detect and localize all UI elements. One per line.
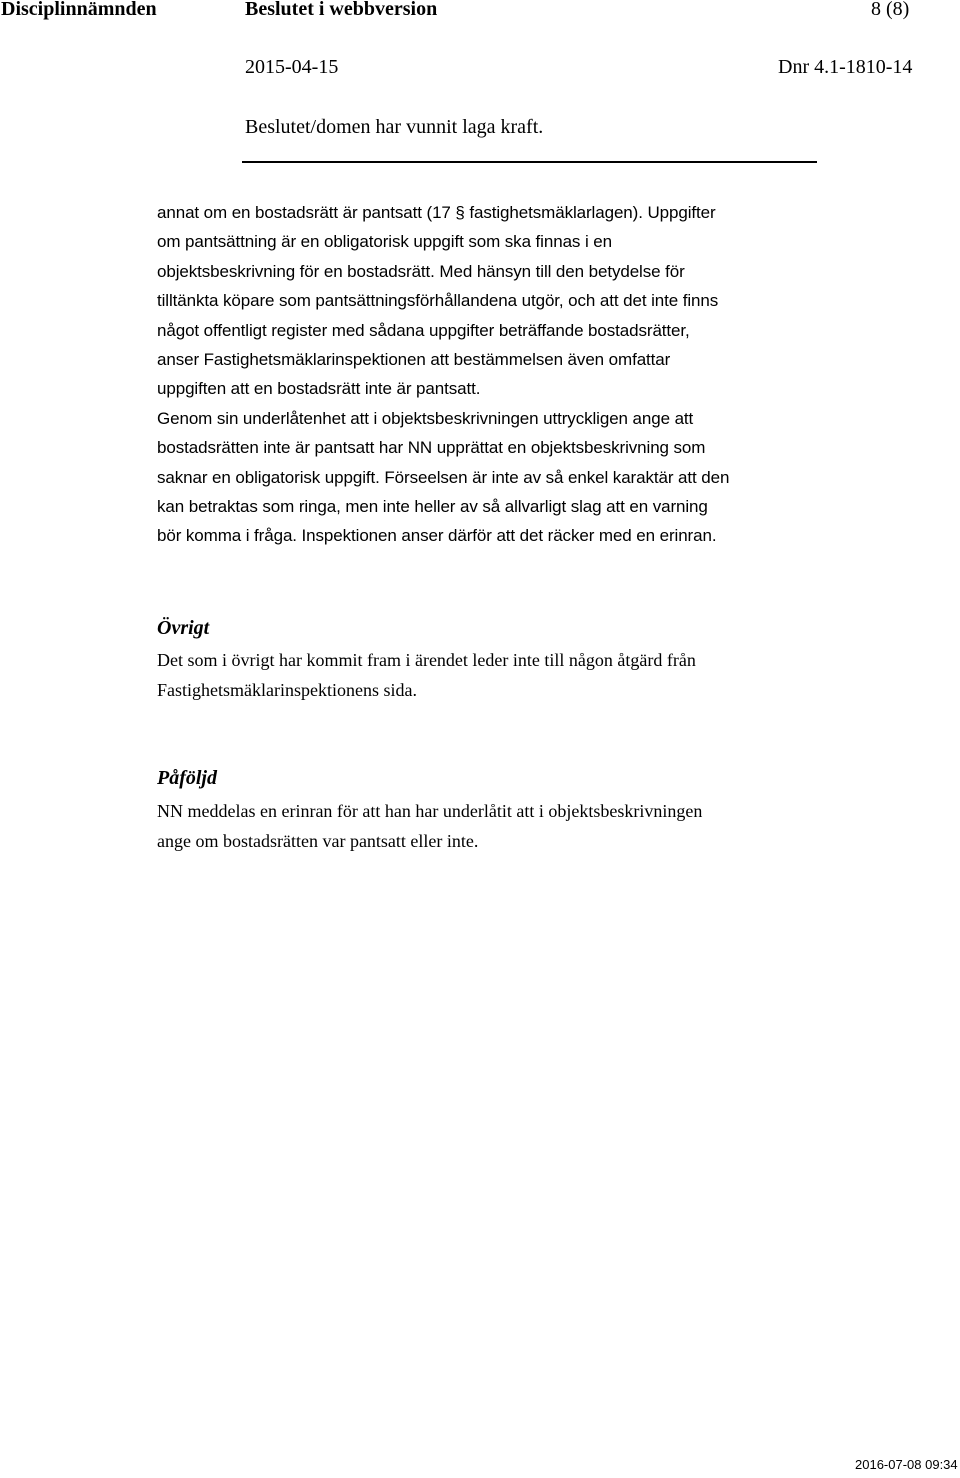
body-line: objektsbeskrivning för en bostadsrätt. Med hänsyn till den betydelse för <box>157 261 685 281</box>
section-text-ovrigt <box>157 645 817 705</box>
section-line: Det som i övrigt har kommit fram i ärendet leder inte till någon åtgärd från <box>157 650 696 670</box>
print-timestamp: 2016-07-08 09:34 <box>855 1457 958 1472</box>
body-line: Genom sin underlåtenhet att i objektsbeskrivningen uttryckligen ange att <box>157 408 694 428</box>
body-line: kan betraktas som ringa, men inte heller av så allvarligt slag att en varning <box>157 497 708 517</box>
body-line: något offentligt register med sådana uppgifter beträffande bostadsrätter, <box>157 320 690 340</box>
body-text <box>157 198 817 551</box>
body-line: bostadsrätten inte är pantsatt har NN upprättat en objektsbeskrivning som <box>157 438 706 458</box>
body-line: bör komma i fråga. Inspektionen anser därför att det räcker med en erinran. <box>157 526 717 546</box>
document-title: Beslutet i webbversion <box>245 0 438 20</box>
section-text-pafoljd <box>157 796 817 856</box>
section-line: NN meddelas en erinran för att han har underlåtit att i objektsbeskrivningen <box>157 801 703 821</box>
header-divider <box>242 161 817 163</box>
body-line: annat om en bostadsrätt är pantsatt (17 § fastighetsmäklarlagen). Uppgifter <box>157 203 716 222</box>
body-line: anser Fastighetsmäklarinspektionen att bestämmelsen även omfattar <box>157 350 671 370</box>
case-number: Dnr 4.1-1810-14 <box>778 56 913 78</box>
decision-date: 2015-04-15 <box>245 56 339 78</box>
section-heading-ovrigt: Övrigt <box>157 617 210 639</box>
body-line: uppgiften att en bostadsrätt inte är pantsatt. <box>157 379 481 399</box>
organization-name: Disciplinnämnden <box>1 0 157 20</box>
page-number: 8 (8) <box>871 0 910 20</box>
body-line: tilltänkta köpare som pantsättningsförhållandena utgör, och att det inte finns <box>157 291 719 311</box>
body-line: om pantsättning är en obligatorisk uppgift som ska finnas i en <box>157 232 612 252</box>
section-line: Fastighetsmäklarinspektionens sida. <box>157 680 417 700</box>
body-line: saknar en obligatorisk uppgift. Förseelsen är inte av så enkel karaktär att den <box>157 467 730 487</box>
legal-status-note: Beslutet/domen har vunnit laga kraft. <box>245 116 544 138</box>
section-line: ange om bostadsrätten var pantsatt eller inte. <box>157 831 479 851</box>
section-heading-pafoljd: Påföljd <box>157 767 217 789</box>
